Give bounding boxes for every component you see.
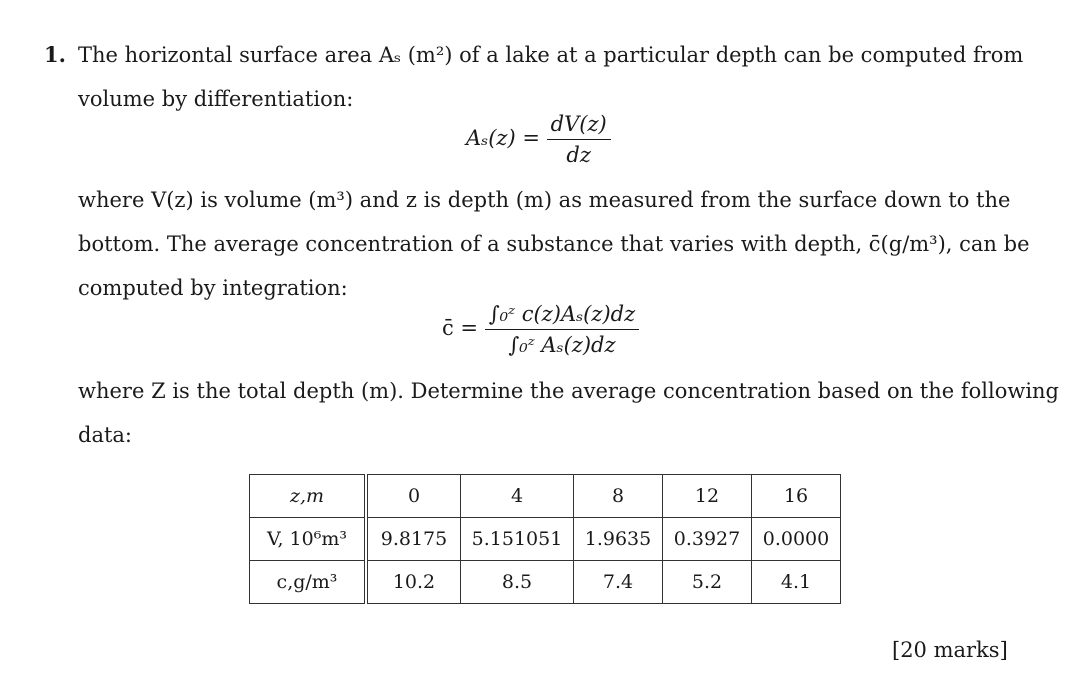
text-line-6: where Z is the total depth (m). Determine the average concentration based on the following [78, 379, 1060, 403]
table-cell: 1.9635 [574, 518, 663, 561]
table-cell: 12 [663, 475, 752, 518]
equation-1-lhs: Aₛ(z) = [466, 126, 540, 150]
equation-1-numerator: dV(z) [547, 112, 611, 140]
equation-1-fraction [547, 112, 611, 167]
text-line-3: where V(z) is volume (m³) and z is depth (m) as measured from the surface down to the [78, 188, 1011, 212]
equation-1-denominator: dz [566, 143, 591, 167]
table-cell: 0 [366, 475, 461, 518]
table-cell: 7.4 [574, 561, 663, 604]
table-cell: 4.1 [752, 561, 841, 604]
text-line-2: volume by differentiation: [78, 87, 354, 111]
table-cell: 8 [574, 475, 663, 518]
table-cell: 10.2 [366, 561, 461, 604]
equation-average-concentration [442, 302, 639, 357]
table-row [250, 475, 841, 518]
table-row [250, 518, 841, 561]
question-number: 1. [44, 42, 66, 67]
equation-2-fraction [485, 302, 639, 357]
table-cell: 0.0000 [752, 518, 841, 561]
equation-2-denominator: ∫₀ᶻ Aₛ(z)dz [508, 333, 616, 357]
table-cell: 8.5 [461, 561, 574, 604]
table-cell: 5.2 [663, 561, 752, 604]
table-row [250, 561, 841, 604]
equation-2-numerator: ∫₀ᶻ c(z)Aₛ(z)dz [485, 302, 639, 330]
text-line-7: data: [78, 423, 132, 447]
text-line-5: computed by integration: [78, 276, 348, 300]
table-cell: 0.3927 [663, 518, 752, 561]
data-table [249, 474, 841, 604]
equation-2-lhs: c̄ = [442, 316, 479, 340]
table-cell: 9.8175 [366, 518, 461, 561]
text-line-4: bottom. The average concentration of a substance that varies with depth, c̄(g/m³), can be [78, 232, 1030, 256]
table-cell: 4 [461, 475, 574, 518]
table-cell: 5.151051 [461, 518, 574, 561]
marks-label: [20 marks] [892, 638, 1008, 662]
row-label-depth: z,m [250, 475, 367, 518]
text-line-1: The horizontal surface area Aₛ (m²) of a lake at a particular depth can be computed from [78, 43, 1024, 67]
row-label-concentration: c,g/m³ [250, 561, 367, 604]
equation-surface-area [466, 112, 611, 167]
table-cell: 16 [752, 475, 841, 518]
row-label-volume: V, 10⁶m³ [250, 518, 367, 561]
